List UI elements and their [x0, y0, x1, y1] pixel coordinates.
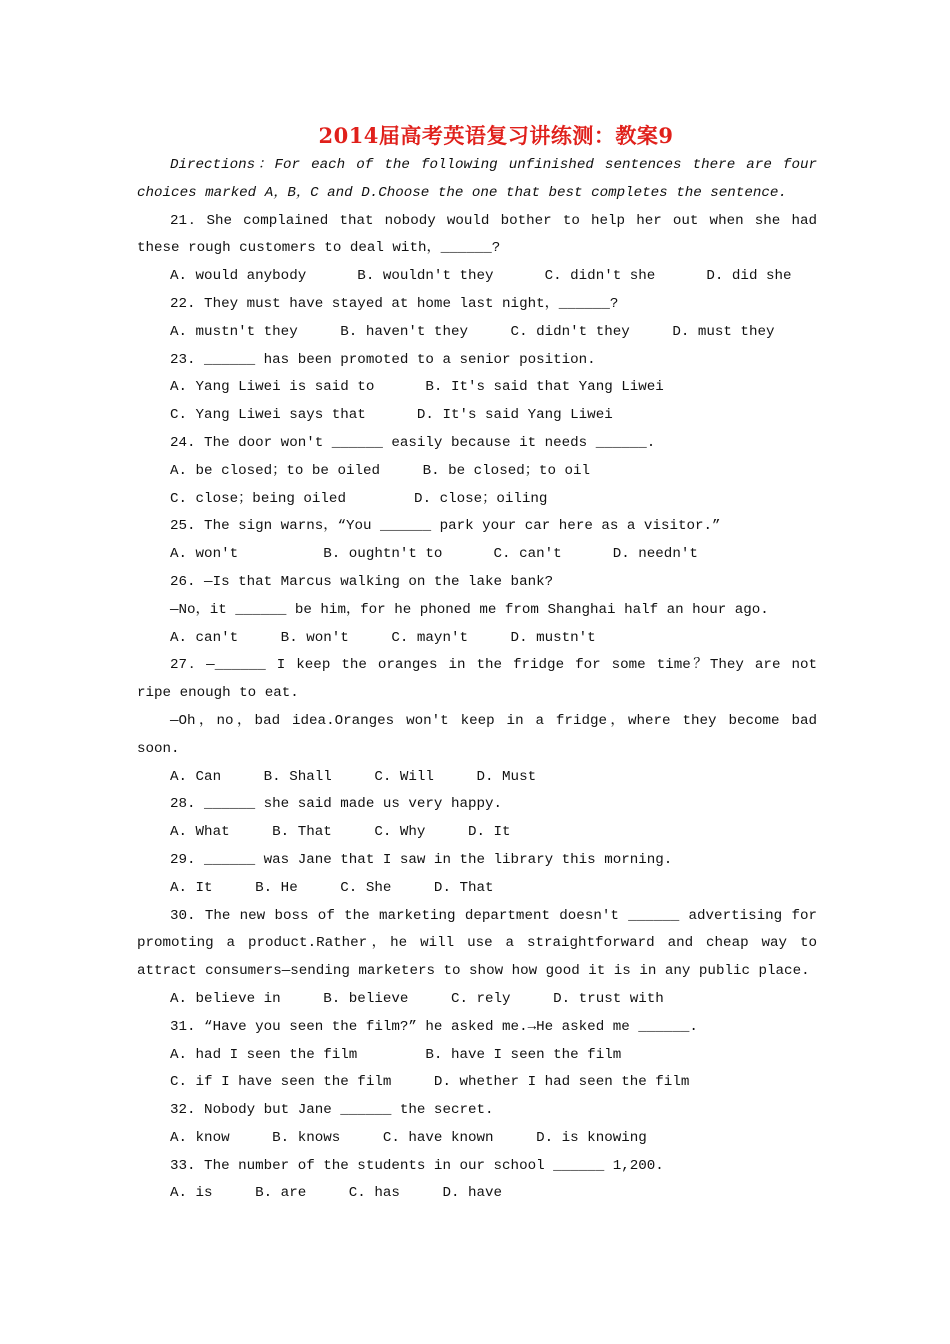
question-25: 25. The sign warns，“You ______ park your car here as a visitor.”: [170, 518, 721, 535]
question-27-options: A. Can B. Shall C. Will D. Must: [170, 768, 537, 785]
question-31-options-ab: A. had I seen the film B. have I seen the film: [170, 1046, 622, 1063]
question-32: 32. Nobody but Jane ______ the secret.: [170, 1102, 494, 1119]
question-29: 29. ______ was Jane that I saw in the library this morning.: [170, 851, 673, 868]
question-27-line-2: ripe enough to eat.: [137, 685, 299, 702]
question-21-line-1: 21．She complained that nobody would bother to help her out when she had: [170, 212, 817, 229]
question-29-options: A. It B. He C. She D. That: [170, 879, 494, 896]
question-30-line-3: attract consumers—sending marketers to show how good it is in any public place.: [137, 963, 810, 980]
question-27-line-4: soon.: [137, 740, 180, 757]
question-27-line-1: 27．—______ I keep the oranges in the fridge for some time？They are not: [170, 657, 817, 674]
directions-line-1: Directions：For each of the following unfinished sentences there are four: [170, 157, 817, 173]
page-title: 2014届高考英语复习讲练测：教案9: [318, 123, 674, 148]
directions-line-2: choices marked A，B，C and D.Choose the one that best completes the sentence.: [137, 184, 787, 201]
question-24-options-ab: A. be closed；to be oiled B. be closed；to oil: [170, 462, 591, 479]
question-25-options: A. won't B. oughtn't to C. can't D. needn't: [170, 546, 698, 563]
question-31-options-cd: C. if I have seen the film D. whether I had seen the film: [170, 1074, 690, 1091]
question-33: 33. The number of the students in our school ______ 1,200.: [170, 1157, 664, 1174]
question-27-line-3: —Oh，no，bad idea.Oranges won't keep in a fridge，where they become bad: [170, 712, 817, 729]
question-21-line-2: these rough customers to deal with，______?: [137, 240, 501, 257]
question-23-options-ab: A. Yang Liwei is said to B. It's said that Yang Liwei: [170, 379, 664, 396]
question-21-options: A. would anybody B. wouldn't they C. didn't she D. did she: [170, 268, 792, 285]
question-30-options: A. believe in B. believe C. rely D. trust with: [170, 990, 664, 1007]
question-33-options: A. is B. are C. has D. have: [170, 1185, 503, 1202]
question-32-options: A. know B. knows C. have known D. is knowing: [170, 1129, 647, 1146]
question-22: 22. They must have stayed at home last night，______?: [170, 295, 619, 312]
question-28-options: A. What B. That C. Why D. It: [170, 824, 511, 841]
question-26-line-1: 26. —Is that Marcus walking on the lake bank?: [170, 573, 554, 590]
question-28: 28. ______ she said made us very happy.: [170, 796, 503, 813]
question-24-options-cd: C. close；being oiled D. close；oiling: [170, 490, 548, 507]
question-22-options: A. mustn't they B. haven't they C. didn't they D. must they: [170, 323, 775, 340]
question-23: 23. ______ has been promoted to a senior position.: [170, 351, 596, 368]
question-23-options-cd: C. Yang Liwei says that D. It's said Yang Liwei: [170, 407, 613, 424]
question-26-options: A. can't B. won't C. mayn't D. mustn't: [170, 629, 596, 646]
question-26-line-2: —No，it ______ be him，for he phoned me from Shanghai half an hour ago.: [170, 601, 769, 618]
question-24: 24. The door won't ______ easily because it needs ______.: [170, 434, 656, 451]
question-31: 31. “Have you seen the film?” he asked me.→He asked me ______.: [170, 1018, 698, 1035]
exercise-body: [137, 152, 817, 1208]
question-30-line-2: promoting a product.Rather，he will use a straightforward and cheap way to: [137, 935, 817, 952]
question-30-line-1: 30. The new boss of the marketing department doesn't ______ advertising for: [170, 907, 817, 924]
